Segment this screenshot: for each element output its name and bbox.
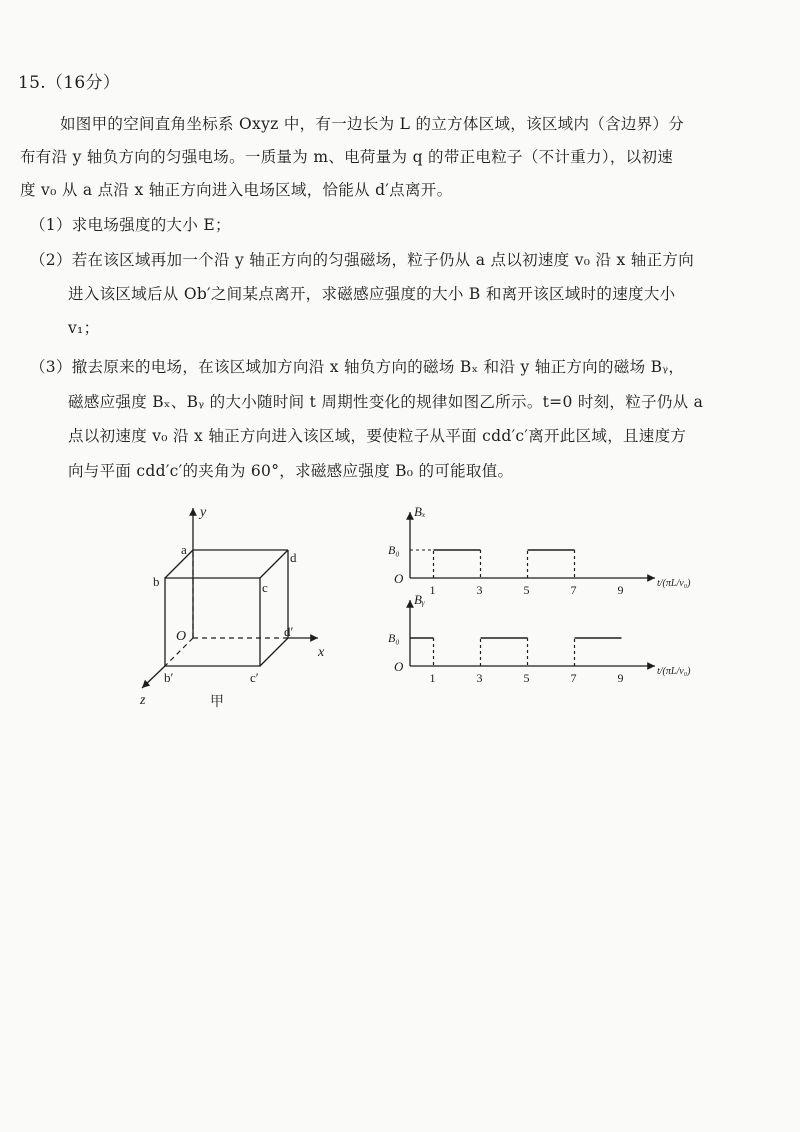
b0-tick-label: B₀ [388, 543, 400, 557]
time-tick-label: 9 [617, 583, 624, 597]
label-y: y [200, 505, 207, 520]
question-3-line-4: 向与平面 cdd′c′的夹角为 60°，求磁感应强度 B₀ 的可能取值。 [68, 462, 514, 480]
problem-line-3: 度 v₀ 从 a 点沿 x 轴正方向进入电场区域，恰能从 d′点离开。 [20, 181, 453, 199]
question-2-line-3: v₁； [68, 319, 100, 337]
label-a: a [181, 542, 187, 557]
time-tick-label: 7 [570, 671, 577, 685]
label-origin: O [176, 629, 187, 644]
label-c: c [262, 580, 268, 595]
problem-line-2: 布有沿 y 轴负方向的匀强电场。一质量为 m、电荷量为 q 的带正电粒子（不计重力），以初速 [20, 148, 674, 166]
time-tick-label: 3 [476, 583, 483, 597]
origin-label: O [394, 571, 404, 586]
question-3-line-2: 磁感应强度 Bₓ、Bᵧ 的大小随时间 t 周期性变化的规律如图乙所示。t=0 时刻，粒子仍从 a [68, 393, 704, 411]
label-dprime: d′ [284, 624, 294, 639]
label-b: b [153, 574, 160, 589]
time-tick-label: 7 [570, 583, 577, 597]
time-tick-label: 3 [476, 671, 483, 685]
problem-line-1: 如图甲的空间直角坐标系 Oxyz 中，有一边长为 L 的立方体区域，该区域内（含边界）分 [60, 115, 685, 133]
b0-tick-label: B₀ [388, 631, 400, 645]
label-d: d [290, 550, 297, 565]
b-axis-label: Bₓ [414, 504, 426, 519]
label-bprime: b′ [164, 670, 174, 685]
question-2-line-2: 进入该区域后从 Ob′之间某点离开，求磁感应强度的大小 B 和离开该区域时的速度大小 [68, 285, 676, 303]
graph-bx [388, 504, 691, 597]
time-tick-label: 1 [429, 671, 436, 685]
label-cprime: c′ [250, 670, 259, 685]
time-tick-label: 5 [523, 583, 530, 597]
caption-jia: 甲 [210, 695, 224, 710]
label-x: x [318, 645, 325, 660]
time-unit-label: t/(πL/v₀) [657, 666, 691, 677]
problem-header: 15.（16分） [18, 73, 121, 93]
label-z: z [140, 693, 146, 708]
question-3-line-3: 点以初速度 v₀ 沿 x 轴正方向进入该区域，要使粒子从平面 cdd′c′离开此区域，且速度方 [68, 427, 687, 445]
time-tick-label: 5 [523, 671, 530, 685]
graph-by [388, 592, 691, 685]
b-axis-label: Bᵧ [414, 592, 425, 607]
time-tick-label: 9 [617, 671, 624, 685]
time-unit-label: t/(πL/v₀) [657, 578, 691, 589]
question-3-line-1: （3）撤去原来的电场，在该区域加方向沿 x 轴负方向的磁场 Bₓ 和沿 y 轴正方向的磁场 Bᵧ， [30, 358, 685, 376]
question-2-line-1: （2）若在该区域再加一个沿 y 轴正方向的匀强磁场，粒子仍从 a 点以初速度 v₀ 沿 x 轴正方向 [30, 251, 694, 269]
time-tick-label: 1 [429, 583, 436, 597]
question-1: （1）求电场强度的大小 E； [30, 216, 231, 234]
origin-label: O [394, 659, 404, 674]
